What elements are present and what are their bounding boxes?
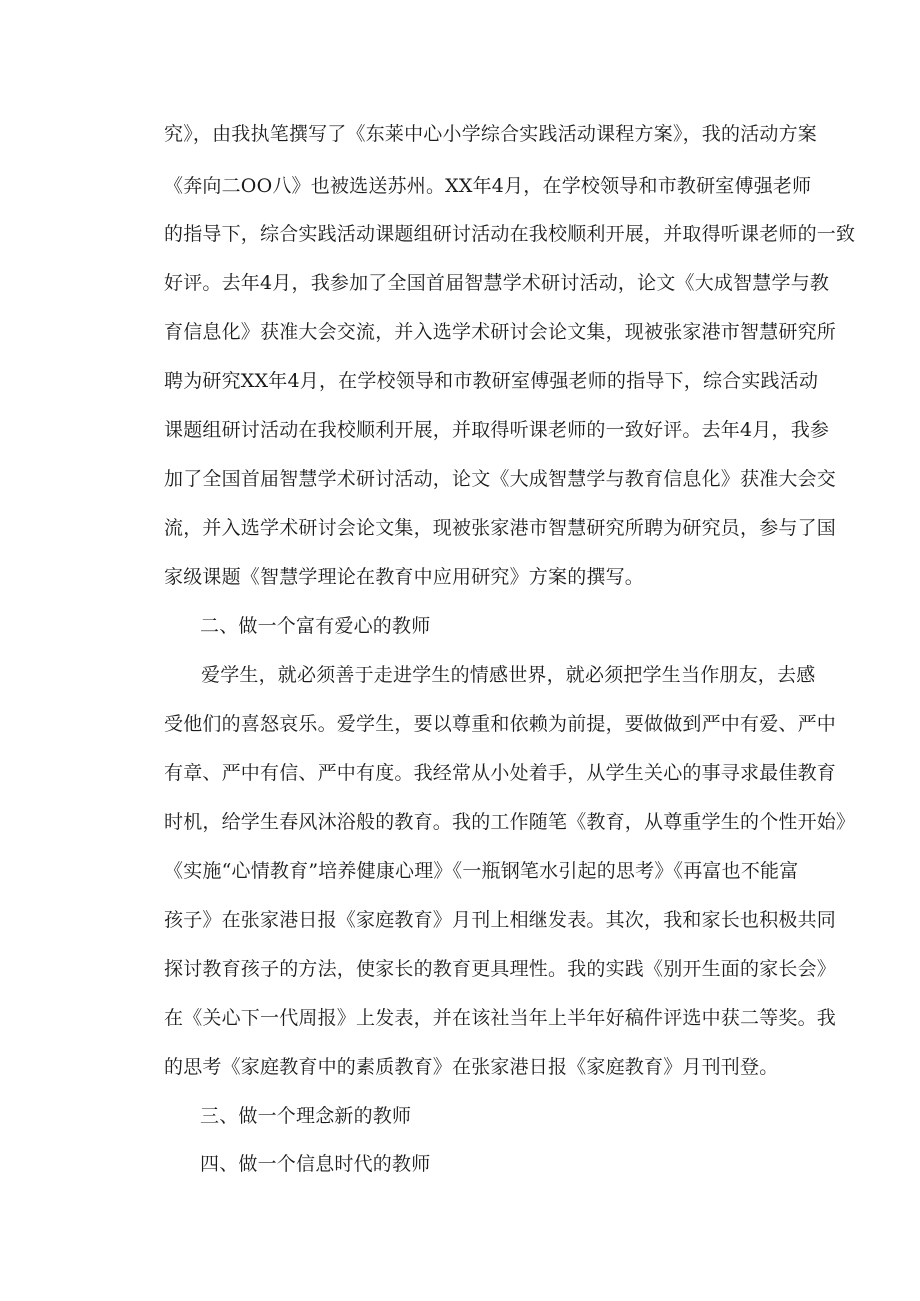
- paragraph-line: 时机，给学生春风沐浴般的教育。我的工作随笔《教育，从尊重学生的个性开始》: [164, 811, 856, 833]
- paragraph-line: 《奔向二OO八》也被选送苏州。XX年4月，在学校领导和市教研室傅强老师: [164, 175, 812, 197]
- paragraph-line: 探讨教育孩子的方法，使家长的教育更具理性。我的实践《别开生面的家长会》: [164, 958, 837, 980]
- paragraph-line: 家级课题《智慧学理论在教育中应用研究》方案的撰写。: [164, 566, 645, 588]
- paragraph-line: 在《关心下一代周报》上发表，并在该社当年上半年好稿件评选中获二等奖。我: [164, 1007, 837, 1029]
- paragraph-line: 流，并入选学术研讨会论文集，现被张家港市智慧研究所聘为研究员，参与了国: [164, 517, 837, 539]
- section-heading: 三、做一个理念新的教师: [200, 1105, 412, 1127]
- paragraph-line: 加了全国首届智慧学术研讨活动，论文《大成智慧学与教育信息化》获准大会交: [164, 468, 837, 490]
- paragraph-line: 育信息化》获准大会交流，并入选学术研讨会论文集，现被张家港市智慧研究所: [164, 321, 837, 343]
- paragraph-line: 好评。去年4月，我参加了全国首届智慧学术研讨活动，论文《大成智慧学与教: [164, 272, 830, 294]
- paragraph-line: 受他们的喜怒哀乐。爱学生，要以尊重和依赖为前提，要做做到严中有爱、严中: [164, 713, 837, 735]
- paragraph-line: 《实施“心情教育”培养健康心理》《一瓶钢笔水引起的思考》《再富也不能富: [164, 860, 799, 882]
- section-heading: 四、做一个信息时代的教师: [200, 1153, 431, 1175]
- paragraph-line: 的指导下，综合实践活动课题组研讨活动在我校顺利开展，并取得听课老师的一致: [164, 223, 856, 245]
- paragraph-line: 课题组研讨活动在我校顺利开展，并取得听课老师的一致好评。去年4月，我参: [164, 419, 830, 441]
- paragraph-line: 孩子》在张家港日报《家庭教育》月刊上相继发表。其次，我和家长也积极共同: [164, 909, 837, 931]
- paragraph-line: 的思考《家庭教育中的素质教育》在张家港日报《家庭教育》月刊刊登。: [164, 1056, 779, 1078]
- section-heading: 二、做一个富有爱心的教师: [200, 615, 431, 637]
- paragraph-line: 聘为研究XX年4月，在学校领导和市教研室傅强老师的指导下，综合实践活动: [164, 370, 819, 392]
- paragraph-line: 究》，由我执笔撰写了《东莱中心小学综合实践活动课程方案》，我的活动方案: [164, 123, 818, 145]
- paragraph-line: 爱学生，就必须善于走进学生的情感世界，就必须把学生当作朋友，去感: [201, 664, 816, 686]
- paragraph-line: 有章、严中有信、严中有度。我经常从小处着手，从学生关心的事寻求最佳教育: [164, 762, 837, 784]
